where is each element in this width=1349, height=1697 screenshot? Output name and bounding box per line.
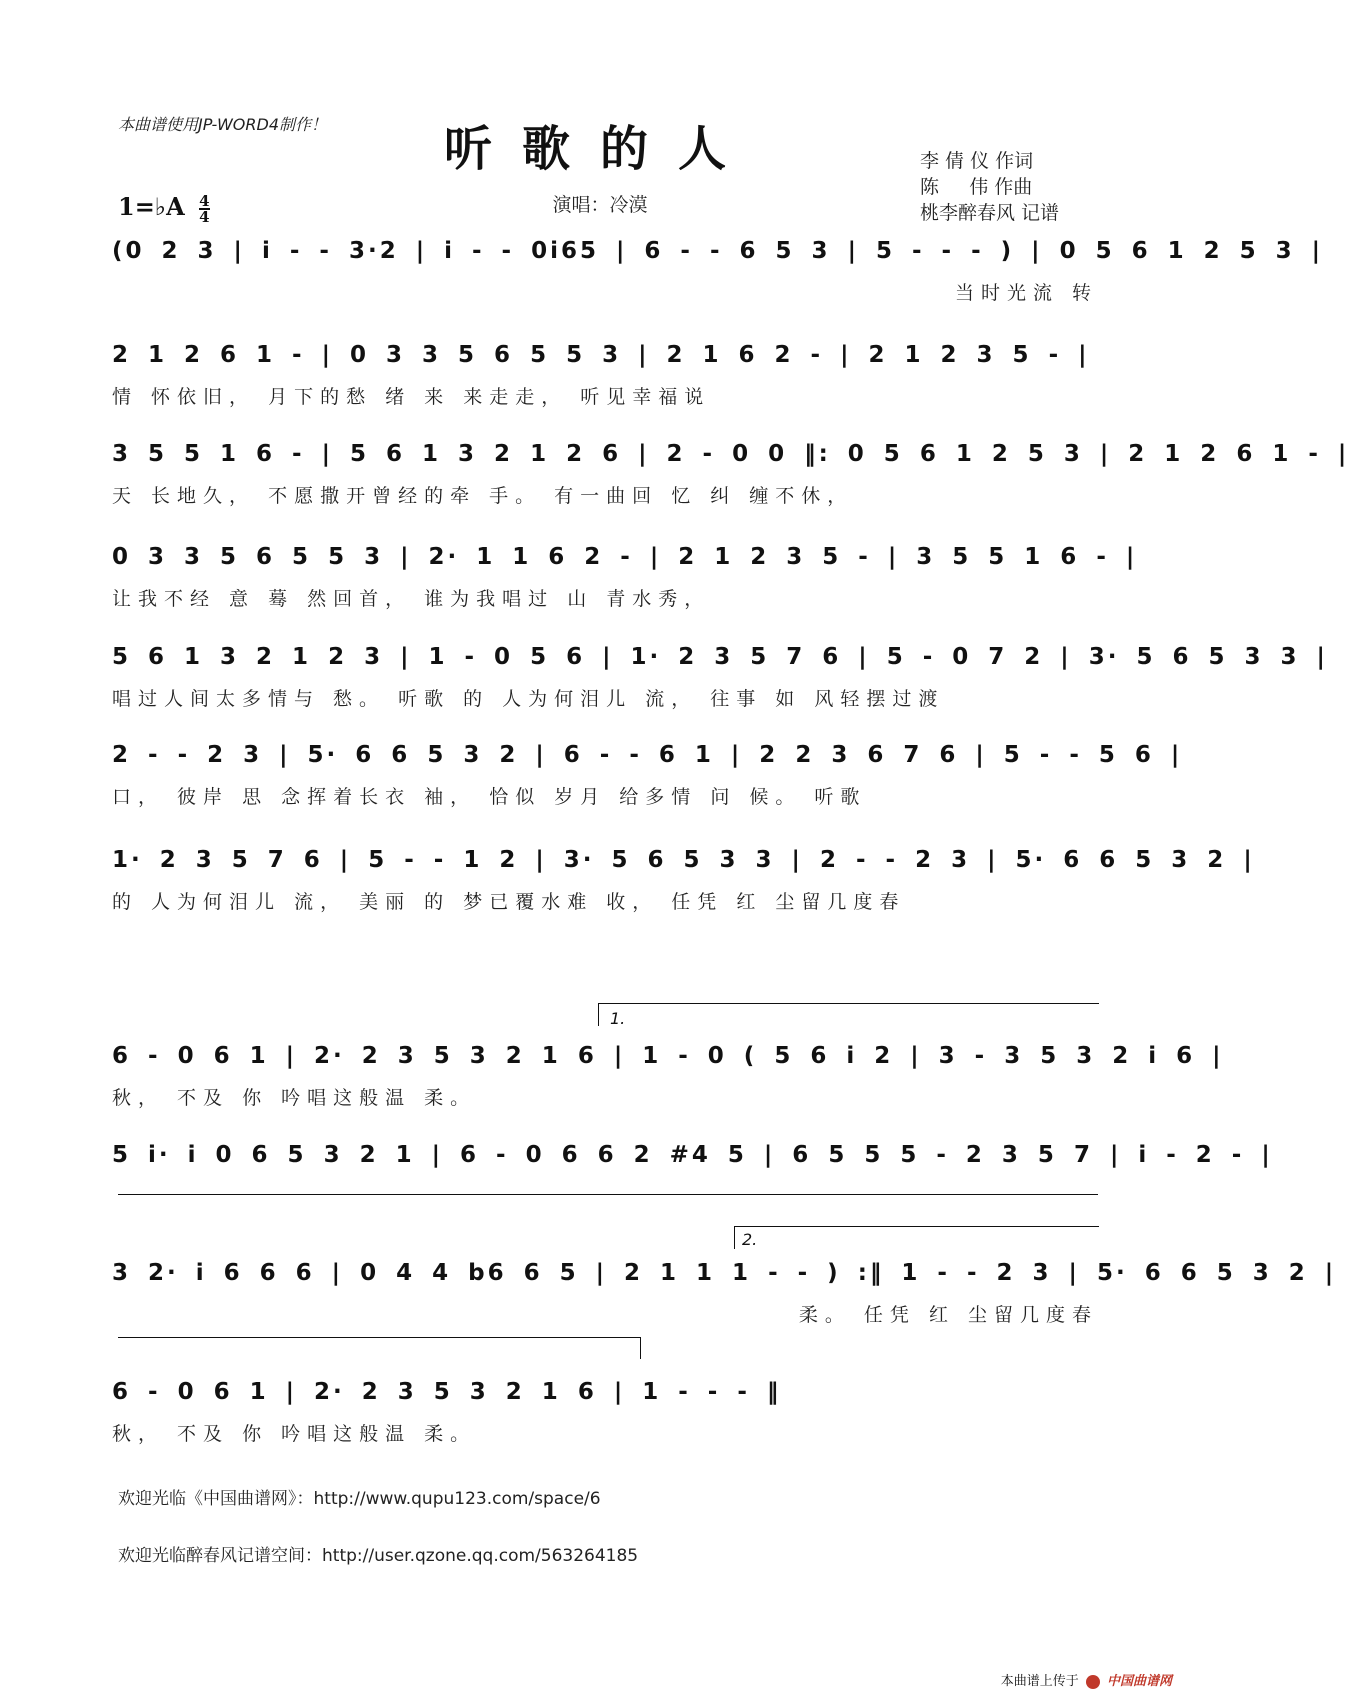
singer-credit: 演唱：冷漠	[552, 194, 648, 216]
notation-row: 5 6 1 3 2 1 2 3 | 1 - 0 5 6 | 1· 2 3 5 7 6 | 5 - 0 7 2 | 3· 5 6 5 3 3 |	[112, 644, 1328, 670]
lyricist-credit: 李 倩 仪 作词	[920, 150, 1034, 172]
lyrics-row: 让我不经 意 蓦 然回首， 谁为我唱过 山 青水秀，	[112, 588, 711, 610]
lyrics-row: 柔。 任凭 红 尘留几度春	[798, 1304, 1098, 1326]
upload-brand: 中国曲谱网	[1106, 1674, 1172, 1689]
lyrics-row: 天 长地久， 不愿撒开曾经的牵 手。 有一曲回 忆 纠 缠不休，	[112, 485, 854, 507]
score-line-4	[112, 544, 1138, 610]
first-ending-label: 1.	[610, 1009, 626, 1028]
time-top: 4	[199, 191, 210, 210]
lyrics-row: 秋， 不及 你 吟唱这般温 柔。	[112, 1423, 477, 1445]
transcriber-credit: 桃李醉春风 记谱	[920, 202, 1060, 224]
lyrics-row: 的 人为何泪儿 流， 美丽 的 梦已覆水难 收， 任凭 红 尘留几度春	[112, 891, 906, 913]
notation-row: 2 - - 2 3 | 5· 6 6 5 3 2 | 6 - - 6 1 | 2 2 3 6 7 6 | 5 - - 5 6 |	[112, 742, 1183, 768]
score-line-8	[112, 1043, 1224, 1109]
time-bottom: 4	[199, 207, 210, 226]
score-line-11	[112, 1379, 1098, 1445]
lyrics-row: 当时光流 转	[954, 282, 1098, 304]
upload-prefix: 本曲谱上传于	[1000, 1674, 1079, 1689]
upload-badge	[1001, 1670, 1172, 1689]
score-line-2	[112, 342, 1098, 408]
notation-row: 5 i· i 0 6 5 3 2 1 | 6 - 0 6 6 2 #4 5 | 6 5 5 5 - 2 3 5 7 | i - 2 - |	[112, 1142, 1273, 1168]
notation-row: 6 - 0 6 1 | 2· 2 3 5 3 2 1 6 | 1 - 0 ( 5 6 i 2 | 3 - 3 5 3 2 i 6 |	[112, 1043, 1224, 1069]
notation-row: 1· 2 3 5 7 6 | 5 - - 1 2 | 3· 5 6 5 3 3 | 2 - - 2 3 | 5· 6 6 5 3 2 |	[112, 847, 1255, 873]
score-line-1	[112, 238, 1324, 304]
first-ending-bracket	[598, 1003, 1099, 1026]
composer-credit: 陈 伟 作曲	[920, 176, 1033, 198]
lyrics-row: 情 怀依旧， 月下的愁 绪 来 来走走， 听见幸福说	[112, 386, 711, 408]
ending-rule	[118, 1194, 1098, 1195]
score-line-3	[112, 441, 1349, 507]
second-ending-bracket	[734, 1226, 1099, 1249]
notation-row: 0 3 3 5 6 5 5 3 | 2· 1 1 6 2 - | 2 1 2 3 5 - | 3 5 5 1 6 - |	[112, 544, 1138, 570]
notation-row: 2 1 2 6 1 - | 0 3 3 5 6 5 5 3 | 2 1 6 2 - | 2 1 2 3 5 - |	[112, 342, 1090, 368]
lyrics-row: 口， 彼岸 思 念挥着长衣 袖， 恰似 岁月 给多情 问 候。 听歌	[112, 786, 867, 808]
score-line-10	[112, 1260, 1337, 1326]
song-title: 听歌的人	[443, 121, 756, 177]
second-ending-rule	[118, 1337, 641, 1338]
second-ending-tick	[640, 1337, 641, 1359]
second-ending-label: 2.	[742, 1230, 758, 1249]
lyrics-row: 秋， 不及 你 吟唱这般温 柔。	[112, 1087, 477, 1109]
lyrics-row: 唱过人间太多情与 愁。 听歌 的 人为何泪儿 流， 往事 如 风轻摆过渡	[112, 688, 945, 710]
score-line-9	[112, 1142, 1273, 1182]
notation-row: 3 2· i 6 6 6 | 0 4 4 b6 6 5 | 2 1 1 1 - - ) :‖ 1 - - 2 3 | 5· 6 6 5 3 2 |	[112, 1260, 1337, 1286]
footer-link-qzone[interactable]: 欢迎光临醉春风记谱空间：http://user.qzone.qq.com/563264185	[118, 1546, 639, 1566]
score-line-5	[112, 644, 1328, 710]
footer-link-qupu[interactable]: 欢迎光临《中国曲谱网》：http://www.qupu123.com/space/6	[118, 1489, 601, 1509]
key-label: 1=♭A	[118, 192, 185, 221]
software-credit: 本曲谱使用JP-WORD4制作！	[118, 115, 328, 134]
notation-row: 3 5 5 1 6 - | 5 6 1 3 2 1 2 6 | 2 - 0 0 ‖: 0 5 6 1 2 5 3 | 2 1 2 6 1 - |	[112, 441, 1349, 467]
qupu-logo-icon	[1086, 1675, 1100, 1689]
notation-row: (0 2 3 | i - - 3·2 | i - - 0i65 | 6 - - 6 5 3 | 5 - - - ) | 0 5 6 1 2 5 3 |	[112, 238, 1324, 264]
score-line-6	[112, 742, 1183, 808]
notation-row: 6 - 0 6 1 | 2· 2 3 5 3 2 1 6 | 1 - - - ‖	[112, 1379, 782, 1405]
score-line-7	[112, 847, 1255, 913]
